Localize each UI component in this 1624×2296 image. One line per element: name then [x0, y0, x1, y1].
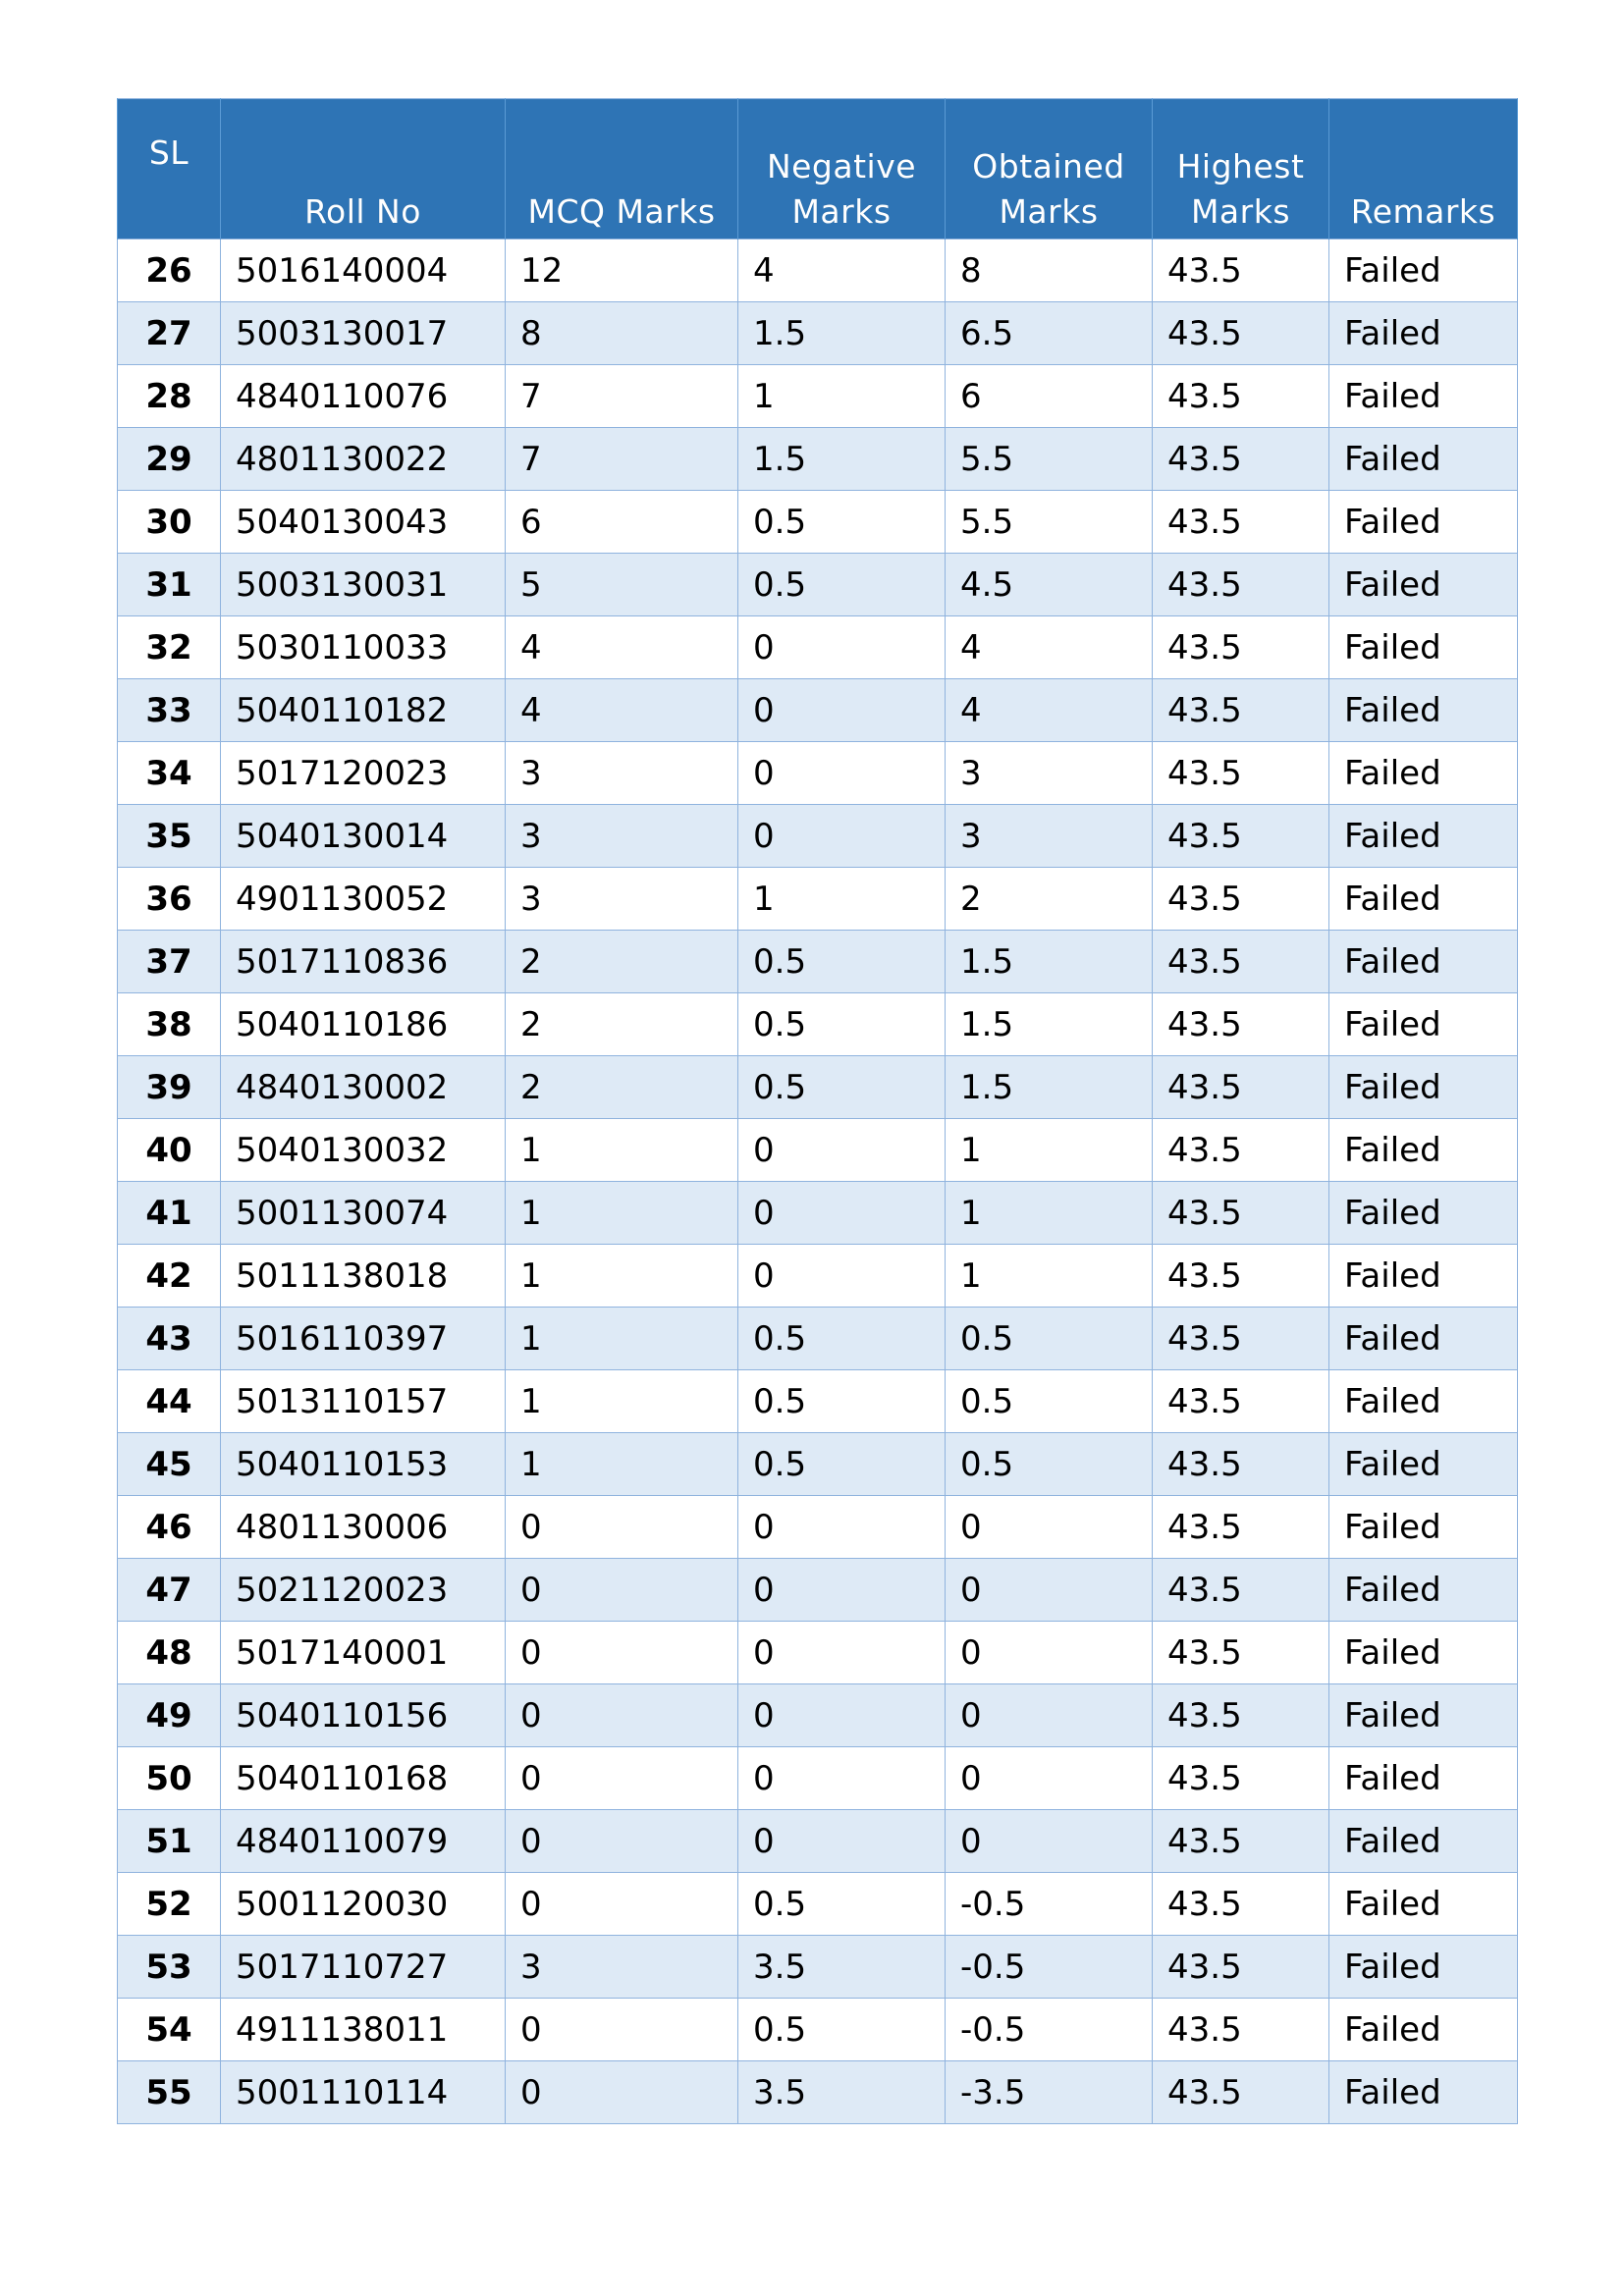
cell-roll-no: 5040110168 — [221, 1747, 506, 1810]
cell-remarks: Failed — [1329, 2061, 1518, 2124]
cell-sl: 34 — [118, 742, 221, 805]
cell-highest-marks: 43.5 — [1153, 993, 1329, 1056]
table-row — [118, 1308, 1518, 1370]
cell-roll-no: 5040130014 — [221, 805, 506, 868]
cell-obtained-marks: 1 — [946, 1119, 1153, 1182]
cell-sl: 43 — [118, 1308, 221, 1370]
cell-obtained-marks: 3 — [946, 742, 1153, 805]
cell-remarks: Failed — [1329, 931, 1518, 993]
table-row — [118, 931, 1518, 993]
cell-roll-no: 5011138018 — [221, 1245, 506, 1308]
cell-mcq-marks: 1 — [506, 1119, 738, 1182]
cell-sl: 55 — [118, 2061, 221, 2124]
cell-sl: 35 — [118, 805, 221, 868]
table-header — [118, 99, 1518, 240]
cell-mcq-marks: 1 — [506, 1308, 738, 1370]
cell-highest-marks: 43.5 — [1153, 1245, 1329, 1308]
cell-sl: 31 — [118, 554, 221, 616]
cell-negative-marks: 4 — [738, 240, 946, 302]
cell-sl: 29 — [118, 428, 221, 491]
cell-roll-no: 5016140004 — [221, 240, 506, 302]
cell-mcq-marks: 8 — [506, 302, 738, 365]
table-row — [118, 365, 1518, 428]
table-row — [118, 993, 1518, 1056]
table-row — [118, 1559, 1518, 1622]
cell-sl: 44 — [118, 1370, 221, 1433]
table-row — [118, 679, 1518, 742]
cell-sl: 38 — [118, 993, 221, 1056]
cell-remarks: Failed — [1329, 1559, 1518, 1622]
cell-mcq-marks: 0 — [506, 1999, 738, 2061]
cell-sl: 39 — [118, 1056, 221, 1119]
table-row — [118, 1810, 1518, 1873]
cell-highest-marks: 43.5 — [1153, 365, 1329, 428]
cell-mcq-marks: 4 — [506, 616, 738, 679]
cell-sl: 28 — [118, 365, 221, 428]
cell-obtained-marks: 1.5 — [946, 1056, 1153, 1119]
results-table — [117, 98, 1518, 2124]
cell-negative-marks: 0 — [738, 1496, 946, 1559]
table-row — [118, 2061, 1518, 2124]
cell-remarks: Failed — [1329, 1056, 1518, 1119]
cell-remarks: Failed — [1329, 428, 1518, 491]
cell-negative-marks: 0.5 — [738, 1370, 946, 1433]
cell-mcq-marks: 0 — [506, 1496, 738, 1559]
cell-sl: 50 — [118, 1747, 221, 1810]
cell-sl: 47 — [118, 1559, 221, 1622]
cell-sl: 32 — [118, 616, 221, 679]
cell-negative-marks: 3.5 — [738, 2061, 946, 2124]
cell-obtained-marks: 6 — [946, 365, 1153, 428]
cell-highest-marks: 43.5 — [1153, 1873, 1329, 1936]
cell-sl: 40 — [118, 1119, 221, 1182]
cell-remarks: Failed — [1329, 805, 1518, 868]
cell-mcq-marks: 1 — [506, 1245, 738, 1308]
cell-remarks: Failed — [1329, 1308, 1518, 1370]
cell-negative-marks: 0 — [738, 1684, 946, 1747]
cell-roll-no: 5001120030 — [221, 1873, 506, 1936]
cell-roll-no: 4911138011 — [221, 1999, 506, 2061]
cell-highest-marks: 43.5 — [1153, 1182, 1329, 1245]
table-row — [118, 1622, 1518, 1684]
cell-highest-marks: 43.5 — [1153, 1810, 1329, 1873]
cell-mcq-marks: 0 — [506, 1684, 738, 1747]
cell-sl: 41 — [118, 1182, 221, 1245]
table-row — [118, 1370, 1518, 1433]
cell-highest-marks: 43.5 — [1153, 491, 1329, 554]
cell-negative-marks: 1 — [738, 868, 946, 931]
cell-mcq-marks: 1 — [506, 1433, 738, 1496]
cell-obtained-marks: 1.5 — [946, 931, 1153, 993]
cell-remarks: Failed — [1329, 240, 1518, 302]
table-row — [118, 616, 1518, 679]
cell-roll-no: 5003130031 — [221, 554, 506, 616]
table-row — [118, 554, 1518, 616]
cell-remarks: Failed — [1329, 1684, 1518, 1747]
table-body — [118, 240, 1518, 2124]
cell-mcq-marks: 0 — [506, 1810, 738, 1873]
cell-roll-no: 4901130052 — [221, 868, 506, 931]
cell-obtained-marks: 0 — [946, 1559, 1153, 1622]
cell-highest-marks: 43.5 — [1153, 1936, 1329, 1999]
table-row — [118, 1182, 1518, 1245]
cell-mcq-marks: 0 — [506, 1622, 738, 1684]
cell-roll-no: 5040130043 — [221, 491, 506, 554]
cell-highest-marks: 43.5 — [1153, 805, 1329, 868]
table-row — [118, 1056, 1518, 1119]
cell-obtained-marks: 1.5 — [946, 993, 1153, 1056]
cell-obtained-marks: 1 — [946, 1245, 1153, 1308]
cell-negative-marks: 0 — [738, 1245, 946, 1308]
cell-roll-no: 4801130006 — [221, 1496, 506, 1559]
cell-obtained-marks: 0 — [946, 1747, 1153, 1810]
table-row — [118, 491, 1518, 554]
cell-sl: 52 — [118, 1873, 221, 1936]
cell-mcq-marks: 0 — [506, 1559, 738, 1622]
cell-mcq-marks: 6 — [506, 491, 738, 554]
table-row — [118, 868, 1518, 931]
cell-negative-marks: 0.5 — [738, 1308, 946, 1370]
cell-sl: 45 — [118, 1433, 221, 1496]
cell-negative-marks: 0.5 — [738, 1433, 946, 1496]
cell-highest-marks: 43.5 — [1153, 554, 1329, 616]
cell-sl: 37 — [118, 931, 221, 993]
cell-sl: 53 — [118, 1936, 221, 1999]
cell-negative-marks: 0 — [738, 1747, 946, 1810]
table-row — [118, 1245, 1518, 1308]
cell-negative-marks: 0 — [738, 679, 946, 742]
header-highest-marks-line2: Marks — [1190, 192, 1291, 231]
cell-negative-marks: 3.5 — [738, 1936, 946, 1999]
header-roll-no: Roll No — [221, 99, 506, 240]
cell-mcq-marks: 7 — [506, 365, 738, 428]
cell-highest-marks: 43.5 — [1153, 1999, 1329, 2061]
cell-roll-no: 5017140001 — [221, 1622, 506, 1684]
cell-mcq-marks: 0 — [506, 2061, 738, 2124]
cell-roll-no: 5040110153 — [221, 1433, 506, 1496]
cell-mcq-marks: 3 — [506, 742, 738, 805]
cell-roll-no: 4840130002 — [221, 1056, 506, 1119]
header-mcq-marks: MCQ Marks — [506, 99, 738, 240]
cell-negative-marks: 0 — [738, 805, 946, 868]
cell-obtained-marks: 0 — [946, 1684, 1153, 1747]
cell-sl: 36 — [118, 868, 221, 931]
cell-roll-no: 5040110186 — [221, 993, 506, 1056]
header-row — [118, 99, 1518, 240]
header-highest-marks — [1153, 99, 1329, 240]
header-negative-marks — [738, 99, 946, 240]
cell-sl: 54 — [118, 1999, 221, 2061]
table-row — [118, 742, 1518, 805]
cell-mcq-marks: 4 — [506, 679, 738, 742]
cell-remarks: Failed — [1329, 1433, 1518, 1496]
cell-remarks: Failed — [1329, 1182, 1518, 1245]
cell-mcq-marks: 3 — [506, 805, 738, 868]
cell-mcq-marks: 5 — [506, 554, 738, 616]
cell-mcq-marks: 0 — [506, 1747, 738, 1810]
cell-highest-marks: 43.5 — [1153, 1622, 1329, 1684]
cell-mcq-marks: 0 — [506, 1873, 738, 1936]
cell-highest-marks: 43.5 — [1153, 1119, 1329, 1182]
cell-remarks: Failed — [1329, 491, 1518, 554]
cell-highest-marks: 43.5 — [1153, 679, 1329, 742]
cell-mcq-marks: 3 — [506, 1936, 738, 1999]
cell-remarks: Failed — [1329, 742, 1518, 805]
table-row — [118, 302, 1518, 365]
cell-highest-marks: 43.5 — [1153, 1747, 1329, 1810]
cell-negative-marks: 0 — [738, 742, 946, 805]
results-sheet — [117, 98, 1517, 2124]
cell-remarks: Failed — [1329, 1622, 1518, 1684]
cell-sl: 51 — [118, 1810, 221, 1873]
cell-obtained-marks: 2 — [946, 868, 1153, 931]
cell-roll-no: 5016110397 — [221, 1308, 506, 1370]
cell-obtained-marks: -3.5 — [946, 2061, 1153, 2124]
cell-remarks: Failed — [1329, 1936, 1518, 1999]
table-row — [118, 428, 1518, 491]
cell-obtained-marks: 0 — [946, 1622, 1153, 1684]
cell-remarks: Failed — [1329, 868, 1518, 931]
cell-remarks: Failed — [1329, 616, 1518, 679]
cell-sl: 27 — [118, 302, 221, 365]
cell-negative-marks: 0 — [738, 616, 946, 679]
cell-negative-marks: 0.5 — [738, 1056, 946, 1119]
cell-roll-no: 5013110157 — [221, 1370, 506, 1433]
cell-highest-marks: 43.5 — [1153, 1496, 1329, 1559]
cell-remarks: Failed — [1329, 365, 1518, 428]
table-row — [118, 1119, 1518, 1182]
cell-negative-marks: 1 — [738, 365, 946, 428]
cell-highest-marks: 43.5 — [1153, 428, 1329, 491]
cell-highest-marks: 43.5 — [1153, 1433, 1329, 1496]
cell-highest-marks: 43.5 — [1153, 1684, 1329, 1747]
cell-highest-marks: 43.5 — [1153, 1308, 1329, 1370]
cell-highest-marks: 43.5 — [1153, 1056, 1329, 1119]
cell-mcq-marks: 7 — [506, 428, 738, 491]
cell-obtained-marks: 4.5 — [946, 554, 1153, 616]
cell-remarks: Failed — [1329, 1810, 1518, 1873]
cell-remarks: Failed — [1329, 1245, 1518, 1308]
table-row — [118, 1999, 1518, 2061]
cell-negative-marks: 0 — [738, 1119, 946, 1182]
cell-highest-marks: 43.5 — [1153, 2061, 1329, 2124]
cell-obtained-marks: 6.5 — [946, 302, 1153, 365]
cell-roll-no: 5001110114 — [221, 2061, 506, 2124]
cell-highest-marks: 43.5 — [1153, 616, 1329, 679]
cell-remarks: Failed — [1329, 554, 1518, 616]
table-row — [118, 1747, 1518, 1810]
cell-highest-marks: 43.5 — [1153, 742, 1329, 805]
cell-mcq-marks: 3 — [506, 868, 738, 931]
cell-obtained-marks: 0 — [946, 1810, 1153, 1873]
cell-obtained-marks: 1 — [946, 1182, 1153, 1245]
cell-sl: 48 — [118, 1622, 221, 1684]
cell-remarks: Failed — [1329, 302, 1518, 365]
cell-negative-marks: 0.5 — [738, 1873, 946, 1936]
cell-remarks: Failed — [1329, 679, 1518, 742]
header-obtained-marks-line1: Obtained — [972, 147, 1125, 186]
cell-obtained-marks: 5.5 — [946, 428, 1153, 491]
cell-obtained-marks: 0 — [946, 1496, 1153, 1559]
cell-roll-no: 5040110182 — [221, 679, 506, 742]
header-remarks: Remarks — [1329, 99, 1518, 240]
cell-roll-no: 5040130032 — [221, 1119, 506, 1182]
cell-remarks: Failed — [1329, 1747, 1518, 1810]
cell-obtained-marks: 4 — [946, 616, 1153, 679]
cell-highest-marks: 43.5 — [1153, 868, 1329, 931]
header-obtained-marks — [946, 99, 1153, 240]
cell-mcq-marks: 2 — [506, 993, 738, 1056]
cell-obtained-marks: -0.5 — [946, 1873, 1153, 1936]
cell-highest-marks: 43.5 — [1153, 931, 1329, 993]
cell-roll-no: 5017110836 — [221, 931, 506, 993]
cell-remarks: Failed — [1329, 1496, 1518, 1559]
cell-negative-marks: 0.5 — [738, 931, 946, 993]
header-negative-marks-line2: Marks — [791, 192, 892, 231]
cell-obtained-marks: 4 — [946, 679, 1153, 742]
cell-negative-marks: 0.5 — [738, 1999, 946, 2061]
cell-obtained-marks: 3 — [946, 805, 1153, 868]
cell-sl: 30 — [118, 491, 221, 554]
table-row — [118, 1873, 1518, 1936]
cell-remarks: Failed — [1329, 993, 1518, 1056]
header-highest-marks-line1: Highest — [1176, 147, 1305, 186]
cell-obtained-marks: 8 — [946, 240, 1153, 302]
cell-negative-marks: 0 — [738, 1810, 946, 1873]
cell-sl: 49 — [118, 1684, 221, 1747]
cell-roll-no: 5040110156 — [221, 1684, 506, 1747]
header-sl: SL — [118, 99, 221, 240]
cell-sl: 42 — [118, 1245, 221, 1308]
cell-negative-marks: 0 — [738, 1182, 946, 1245]
cell-obtained-marks: 0.5 — [946, 1433, 1153, 1496]
cell-roll-no: 4801130022 — [221, 428, 506, 491]
cell-sl: 46 — [118, 1496, 221, 1559]
cell-roll-no: 4840110076 — [221, 365, 506, 428]
cell-negative-marks: 1.5 — [738, 428, 946, 491]
cell-obtained-marks: 0.5 — [946, 1370, 1153, 1433]
table-row — [118, 805, 1518, 868]
cell-roll-no: 5001130074 — [221, 1182, 506, 1245]
cell-negative-marks: 0.5 — [738, 491, 946, 554]
cell-negative-marks: 1.5 — [738, 302, 946, 365]
cell-remarks: Failed — [1329, 1873, 1518, 1936]
header-negative-marks-line1: Negative — [766, 147, 917, 186]
cell-obtained-marks: -0.5 — [946, 1936, 1153, 1999]
cell-obtained-marks: 5.5 — [946, 491, 1153, 554]
cell-mcq-marks: 1 — [506, 1182, 738, 1245]
cell-obtained-marks: -0.5 — [946, 1999, 1153, 2061]
cell-roll-no: 5021120023 — [221, 1559, 506, 1622]
cell-mcq-marks: 12 — [506, 240, 738, 302]
cell-obtained-marks: 0.5 — [946, 1308, 1153, 1370]
cell-remarks: Failed — [1329, 1119, 1518, 1182]
cell-highest-marks: 43.5 — [1153, 1559, 1329, 1622]
cell-sl: 33 — [118, 679, 221, 742]
cell-remarks: Failed — [1329, 1999, 1518, 2061]
table-row — [118, 1496, 1518, 1559]
table-row — [118, 1684, 1518, 1747]
header-obtained-marks-line2: Marks — [999, 192, 1099, 231]
cell-negative-marks: 0.5 — [738, 993, 946, 1056]
cell-negative-marks: 0.5 — [738, 554, 946, 616]
table-row — [118, 240, 1518, 302]
cell-mcq-marks: 1 — [506, 1370, 738, 1433]
cell-remarks: Failed — [1329, 1370, 1518, 1433]
cell-highest-marks: 43.5 — [1153, 240, 1329, 302]
cell-mcq-marks: 2 — [506, 1056, 738, 1119]
cell-negative-marks: 0 — [738, 1559, 946, 1622]
cell-roll-no: 5017110727 — [221, 1936, 506, 1999]
cell-highest-marks: 43.5 — [1153, 302, 1329, 365]
table-row — [118, 1433, 1518, 1496]
cell-highest-marks: 43.5 — [1153, 1370, 1329, 1433]
cell-roll-no: 5017120023 — [221, 742, 506, 805]
cell-negative-marks: 0 — [738, 1622, 946, 1684]
cell-roll-no: 4840110079 — [221, 1810, 506, 1873]
cell-roll-no: 5030110033 — [221, 616, 506, 679]
cell-roll-no: 5003130017 — [221, 302, 506, 365]
cell-mcq-marks: 2 — [506, 931, 738, 993]
cell-sl: 26 — [118, 240, 221, 302]
table-row — [118, 1936, 1518, 1999]
